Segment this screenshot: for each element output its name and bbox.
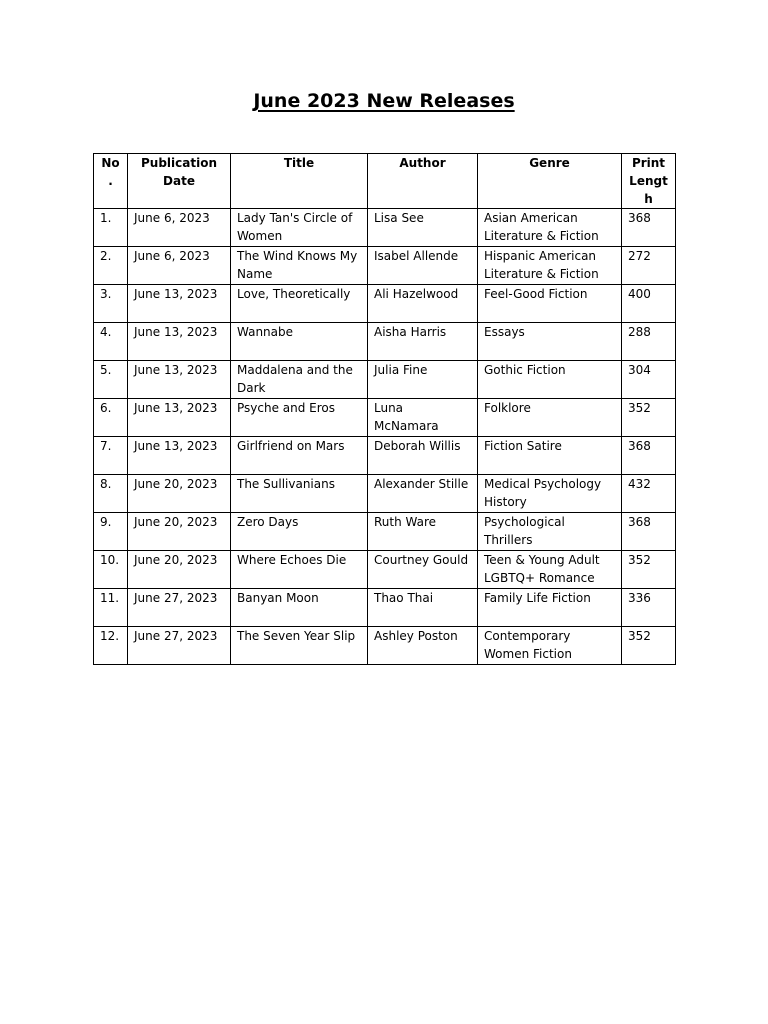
cell-no: 11. bbox=[94, 589, 128, 627]
cell-title: Girlfriend on Mars bbox=[231, 437, 368, 475]
header-title: Title bbox=[231, 154, 368, 209]
cell-author: Ashley Poston bbox=[368, 627, 478, 665]
cell-no: 10. bbox=[94, 551, 128, 589]
cell-date: June 6, 2023 bbox=[128, 247, 231, 285]
cell-print-length: 272 bbox=[622, 247, 676, 285]
cell-title: Banyan Moon bbox=[231, 589, 368, 627]
cell-print-length: 352 bbox=[622, 551, 676, 589]
cell-no: 1. bbox=[94, 209, 128, 247]
table-row bbox=[94, 323, 676, 361]
cell-genre: Asian American Literature & Fiction bbox=[478, 209, 622, 247]
cell-print-length: 352 bbox=[622, 399, 676, 437]
cell-date: June 13, 2023 bbox=[128, 285, 231, 323]
header-no: No. bbox=[94, 154, 128, 209]
table-row bbox=[94, 399, 676, 437]
table-row bbox=[94, 361, 676, 399]
table-row bbox=[94, 247, 676, 285]
cell-title: Lady Tan's Circle of Women bbox=[231, 209, 368, 247]
cell-date: June 13, 2023 bbox=[128, 361, 231, 399]
cell-author: Aisha Harris bbox=[368, 323, 478, 361]
cell-author: Deborah Willis bbox=[368, 437, 478, 475]
cell-genre: Feel-Good Fiction bbox=[478, 285, 622, 323]
page-title: June 2023 New Releases bbox=[253, 90, 515, 112]
cell-author: Lisa See bbox=[368, 209, 478, 247]
header-publication-date: Publication Date bbox=[128, 154, 231, 209]
cell-no: 5. bbox=[94, 361, 128, 399]
cell-no: 12. bbox=[94, 627, 128, 665]
cell-date: June 27, 2023 bbox=[128, 627, 231, 665]
cell-author: Julia Fine bbox=[368, 361, 478, 399]
cell-date: June 20, 2023 bbox=[128, 475, 231, 513]
cell-genre: Fiction Satire bbox=[478, 437, 622, 475]
cell-print-length: 368 bbox=[622, 209, 676, 247]
cell-date: June 13, 2023 bbox=[128, 323, 231, 361]
cell-title: Where Echoes Die bbox=[231, 551, 368, 589]
releases-table bbox=[93, 153, 676, 665]
cell-genre: Medical Psychology History bbox=[478, 475, 622, 513]
cell-author: Ruth Ware bbox=[368, 513, 478, 551]
cell-no: 4. bbox=[94, 323, 128, 361]
table-row bbox=[94, 437, 676, 475]
cell-title: Zero Days bbox=[231, 513, 368, 551]
cell-author: Ali Hazelwood bbox=[368, 285, 478, 323]
cell-genre: Teen & Young Adult LGBTQ+ Romance bbox=[478, 551, 622, 589]
cell-genre: Gothic Fiction bbox=[478, 361, 622, 399]
cell-no: 6. bbox=[94, 399, 128, 437]
cell-genre: Contemporary Women Fiction bbox=[478, 627, 622, 665]
cell-date: June 6, 2023 bbox=[128, 209, 231, 247]
table-row bbox=[94, 475, 676, 513]
cell-no: 2. bbox=[94, 247, 128, 285]
cell-genre: Family Life Fiction bbox=[478, 589, 622, 627]
cell-date: June 13, 2023 bbox=[128, 437, 231, 475]
cell-genre: Folklore bbox=[478, 399, 622, 437]
cell-genre: Psychological Thrillers bbox=[478, 513, 622, 551]
cell-title: Psyche and Eros bbox=[231, 399, 368, 437]
cell-date: June 20, 2023 bbox=[128, 513, 231, 551]
table-row bbox=[94, 209, 676, 247]
header-print-length: Print Length bbox=[622, 154, 676, 209]
cell-no: 7. bbox=[94, 437, 128, 475]
cell-title: The Seven Year Slip bbox=[231, 627, 368, 665]
cell-author: Thao Thai bbox=[368, 589, 478, 627]
cell-title: The Sullivanians bbox=[231, 475, 368, 513]
header-author: Author bbox=[368, 154, 478, 209]
cell-print-length: 400 bbox=[622, 285, 676, 323]
cell-print-length: 432 bbox=[622, 475, 676, 513]
cell-title: Wannabe bbox=[231, 323, 368, 361]
cell-no: 8. bbox=[94, 475, 128, 513]
cell-print-length: 368 bbox=[622, 513, 676, 551]
cell-author: Luna McNamara bbox=[368, 399, 478, 437]
table-row bbox=[94, 627, 676, 665]
cell-no: 9. bbox=[94, 513, 128, 551]
cell-author: Courtney Gould bbox=[368, 551, 478, 589]
cell-print-length: 368 bbox=[622, 437, 676, 475]
cell-no: 3. bbox=[94, 285, 128, 323]
table-row bbox=[94, 589, 676, 627]
table-row bbox=[94, 551, 676, 589]
cell-genre: Essays bbox=[478, 323, 622, 361]
cell-author: Isabel Allende bbox=[368, 247, 478, 285]
cell-title: Maddalena and the Dark bbox=[231, 361, 368, 399]
cell-print-length: 304 bbox=[622, 361, 676, 399]
cell-print-length: 288 bbox=[622, 323, 676, 361]
cell-title: Love, Theoretically bbox=[231, 285, 368, 323]
table-row bbox=[94, 285, 676, 323]
cell-print-length: 336 bbox=[622, 589, 676, 627]
header-genre: Genre bbox=[478, 154, 622, 209]
cell-date: June 27, 2023 bbox=[128, 589, 231, 627]
table-row bbox=[94, 513, 676, 551]
table-header-row bbox=[94, 154, 676, 209]
cell-date: June 20, 2023 bbox=[128, 551, 231, 589]
cell-genre: Hispanic American Literature & Fiction bbox=[478, 247, 622, 285]
cell-date: June 13, 2023 bbox=[128, 399, 231, 437]
cell-title: The Wind Knows My Name bbox=[231, 247, 368, 285]
cell-author: Alexander Stille bbox=[368, 475, 478, 513]
cell-print-length: 352 bbox=[622, 627, 676, 665]
